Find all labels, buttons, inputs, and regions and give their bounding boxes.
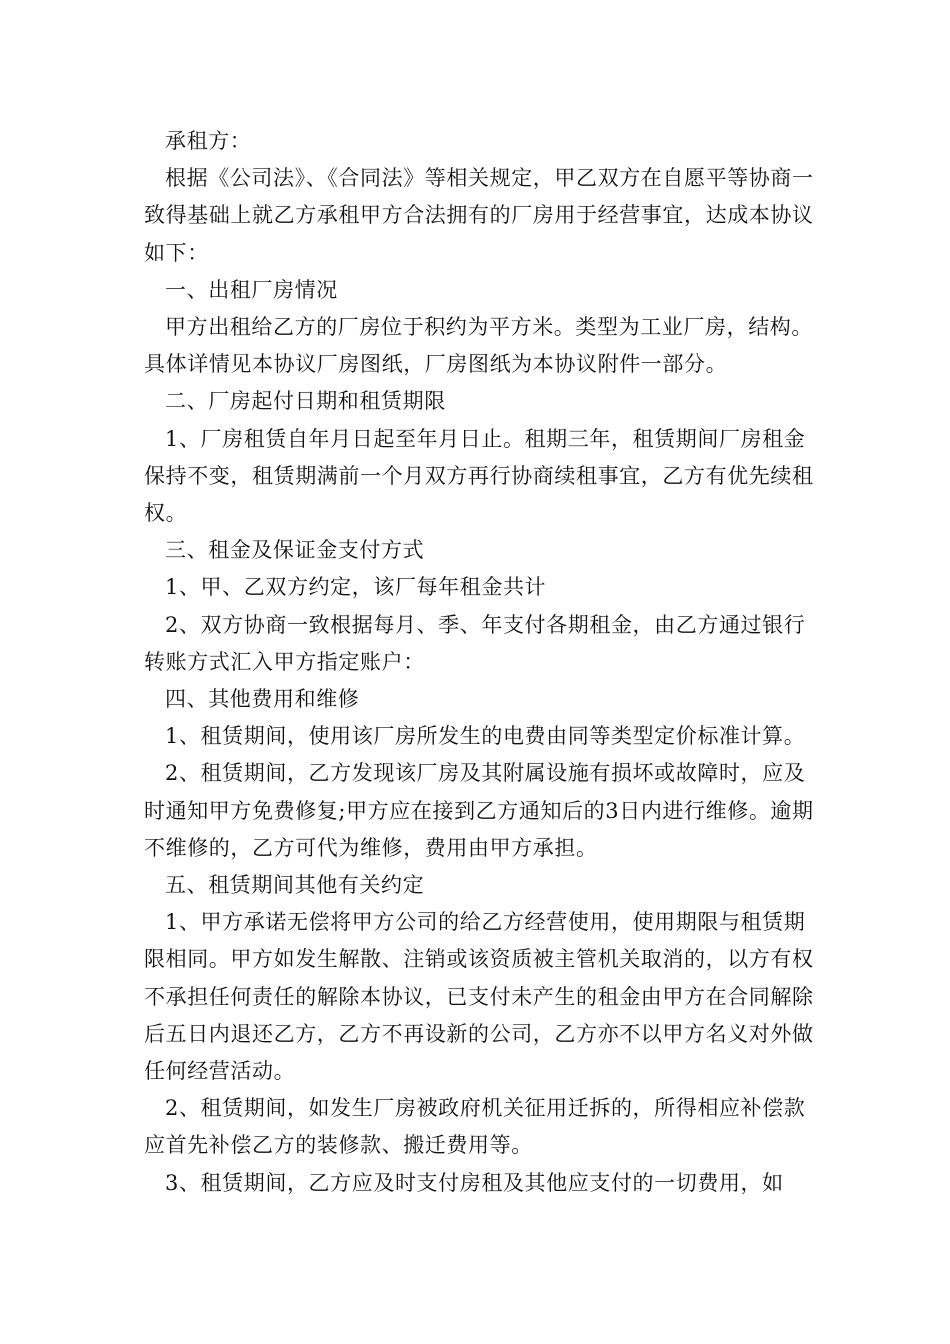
section-1-paragraph: 甲方出租给乙方的厂房位于积约为平方米。类型为工业厂房，结构。具体详情见本协议厂房图纸，厂房图纸为本协议附件一部分。 xyxy=(144,315,813,377)
section-5-clause-3: 3、租赁期间，乙方应及时支付房租及其他应支付的一切费用，如 xyxy=(165,1170,784,1195)
section-3-clause-1: 1、甲、乙双方约定，该厂每年租金共计 xyxy=(165,575,547,600)
section-heading-4: 四、其他费用和维修 xyxy=(165,687,360,712)
section-heading-3: 三、租金及保证金支付方式 xyxy=(165,538,425,563)
section-2-clause-1: 1、厂房租赁自年月日起至年月日止。租期三年，租赁期间厂房租金保持不变，租赁期满前一个月双方再行协商续租事宜，乙方有优先续租权。 xyxy=(144,426,814,526)
section-5-clause-1: 1、甲方承诺无偿将甲方公司的给乙方经营使用，使用期限与租赁期限相同。甲方如发生解散、注销或该资质被主管机关取消的，以方有权不承担任何责任的解除本协议，已支付未产生的租金由甲方在合同解除后五日内退还乙方，乙方不再设新的公司，乙方亦不以甲方名义对外做任何经营活动。 xyxy=(144,910,814,1084)
section-4-clause-2: 2、租赁期间，乙方发现该厂房及其附属设施有损坏或故障时，应及时通知甲方免费修复;甲方应在接到乙方通知后的3日内进行维修。逾期不维修的，乙方可代为维修，费用由甲方承担。 xyxy=(144,761,814,860)
section-3-clause-2: 2、双方协商一致根据每月、季、年支付各期租金，由乙方通过银行转账方式汇入甲方指定账户： xyxy=(144,612,806,674)
section-4-clause-1: 1、租赁期间，使用该厂房所发生的电费由同等类型定价标准计算。 xyxy=(165,724,806,749)
section-heading-5: 五、租赁期间其他有关约定 xyxy=(165,873,425,898)
section-heading-1: 一、出租厂房情况 xyxy=(165,277,338,302)
lessee-line: 承租方： xyxy=(165,129,252,153)
preamble-paragraph: 根据《公司法》、《合同法》等相关规定，甲乙双方在自愿平等协商一致得基础上就乙方承租甲方合法拥有的厂房用于经营事宜，达成本协议如下： xyxy=(144,166,814,265)
document-body xyxy=(144,123,814,1202)
section-5-clause-2: 2、租赁期间，如发生厂房被政府机关征用迁拆的，所得相应补偿款应首先补偿乙方的装修款、搬迁费用等。 xyxy=(144,1096,806,1158)
section-heading-2: 二、厂房起付日期和租赁期限 xyxy=(165,389,446,414)
